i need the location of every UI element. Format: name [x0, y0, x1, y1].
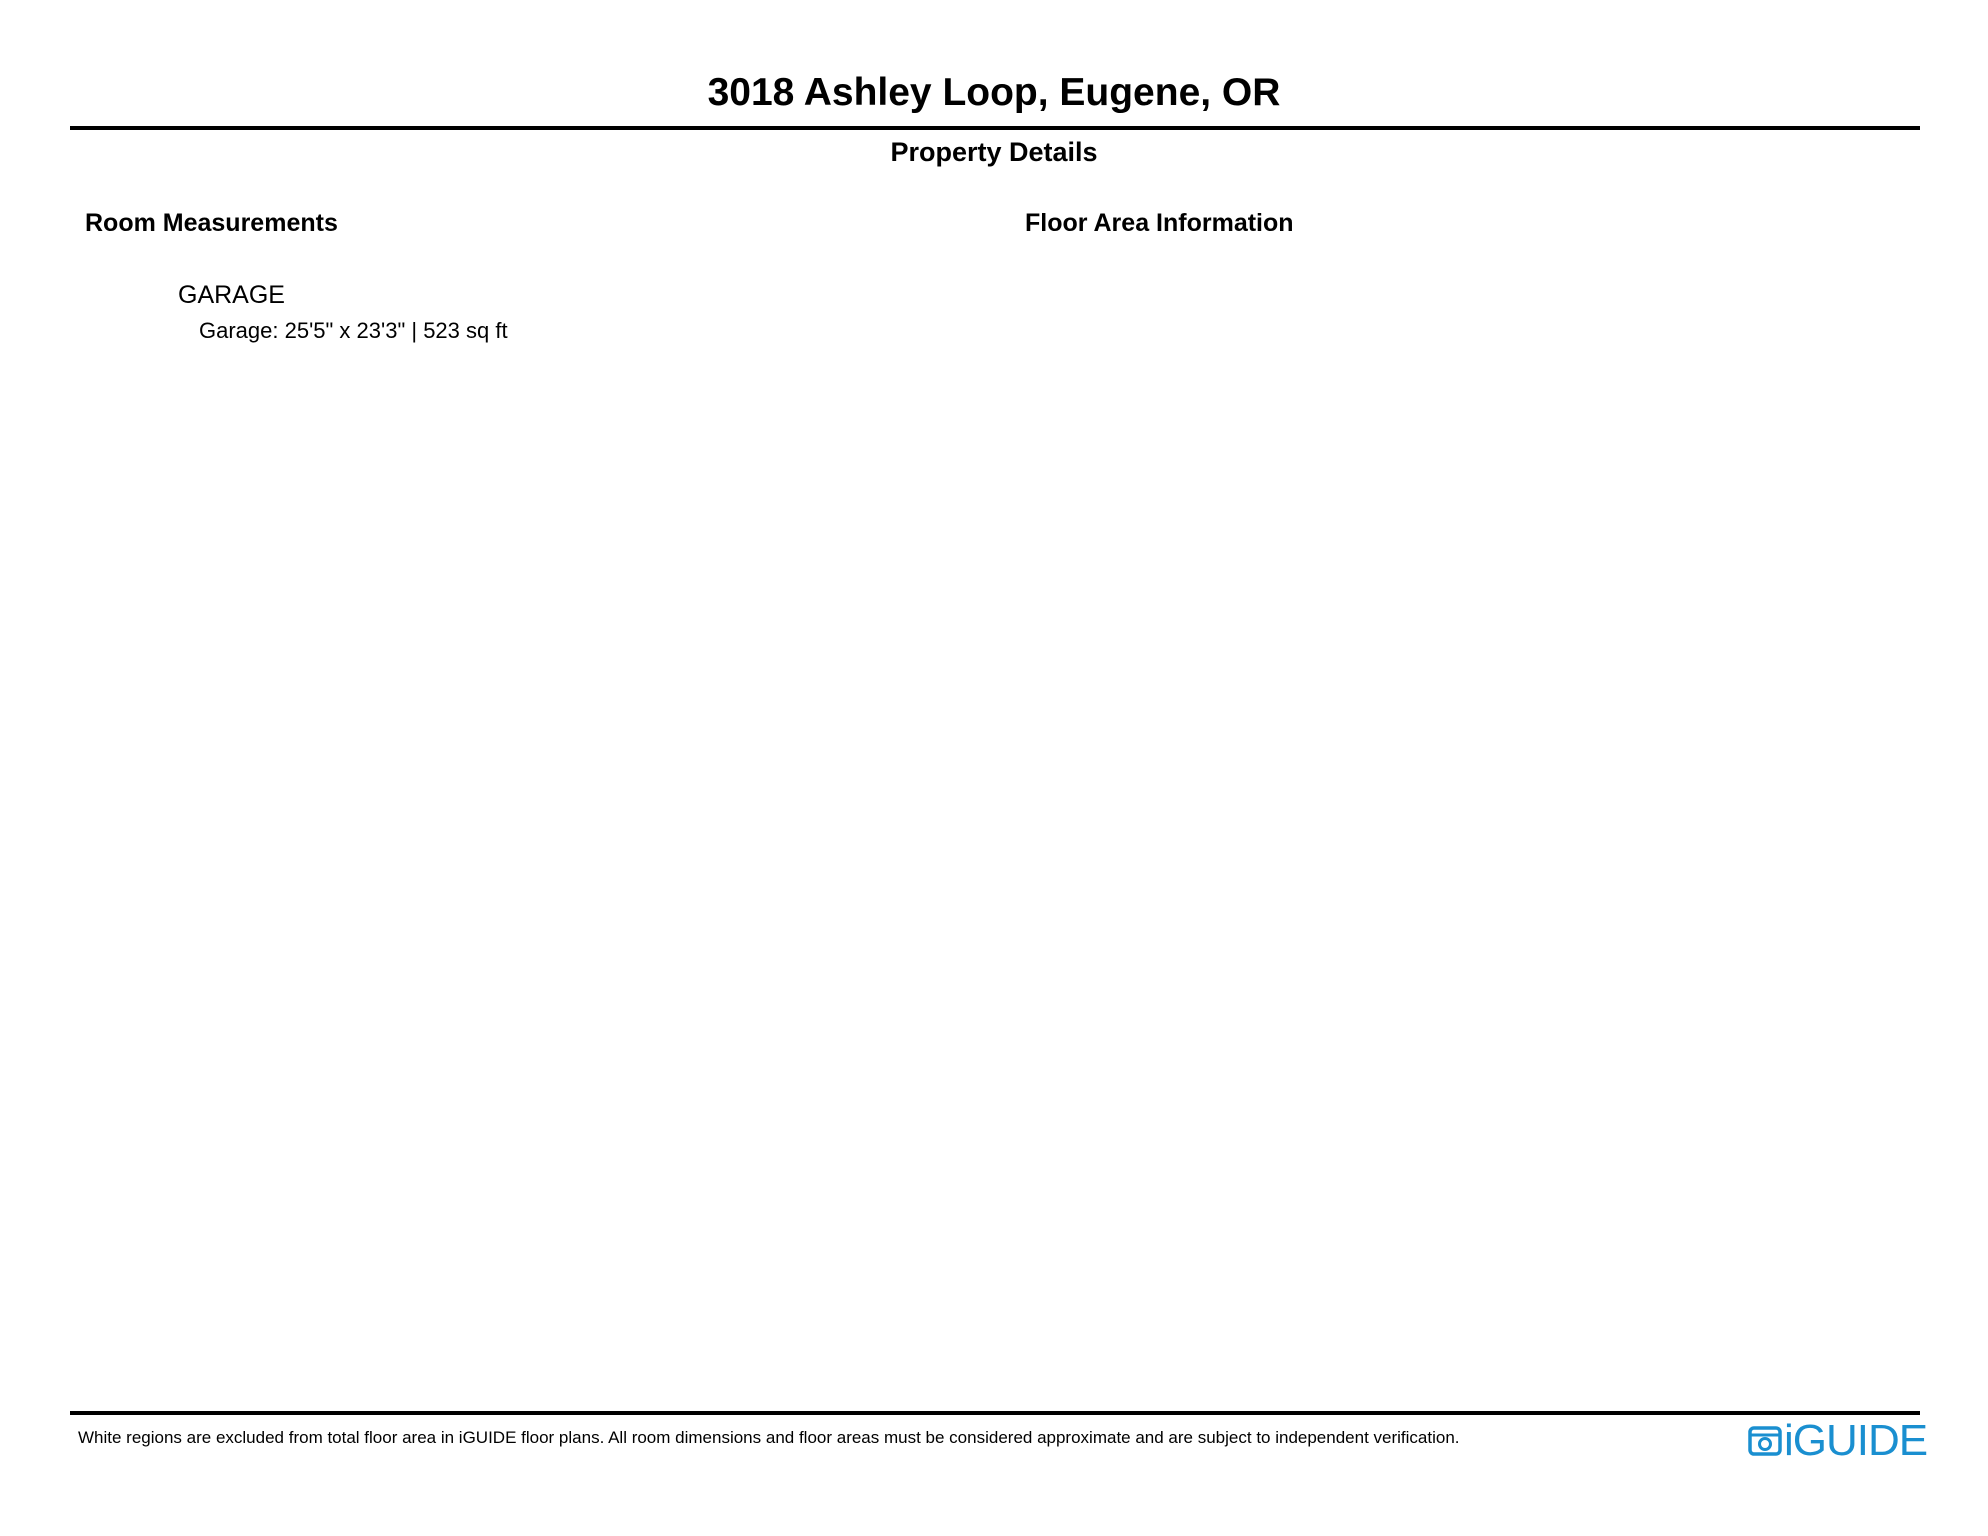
logo-text: iGUIDE: [1784, 1416, 1928, 1465]
floor-area-heading: Floor Area Information: [1025, 209, 1294, 237]
footer-disclaimer: White regions are excluded from total floor area in iGUIDE floor plans. All room dimensions and floor areas must be considered approximate and are subject to independent verification.: [78, 1428, 1460, 1447]
header-divider: [70, 126, 1920, 130]
room-group-heading: GARAGE: [178, 281, 285, 309]
iguide-logo: [1748, 1418, 1927, 1464]
camera-box-icon: [1748, 1424, 1782, 1458]
room-measurement-item: Garage: 25'5" x 23'3" | 523 sq ft: [199, 318, 508, 343]
room-measurements-heading: Room Measurements: [85, 209, 338, 237]
page-subtitle: Property Details: [890, 137, 1098, 167]
footer-divider: [70, 1411, 1920, 1415]
page-title: 3018 Ashley Loop, Eugene, OR: [707, 71, 1281, 114]
